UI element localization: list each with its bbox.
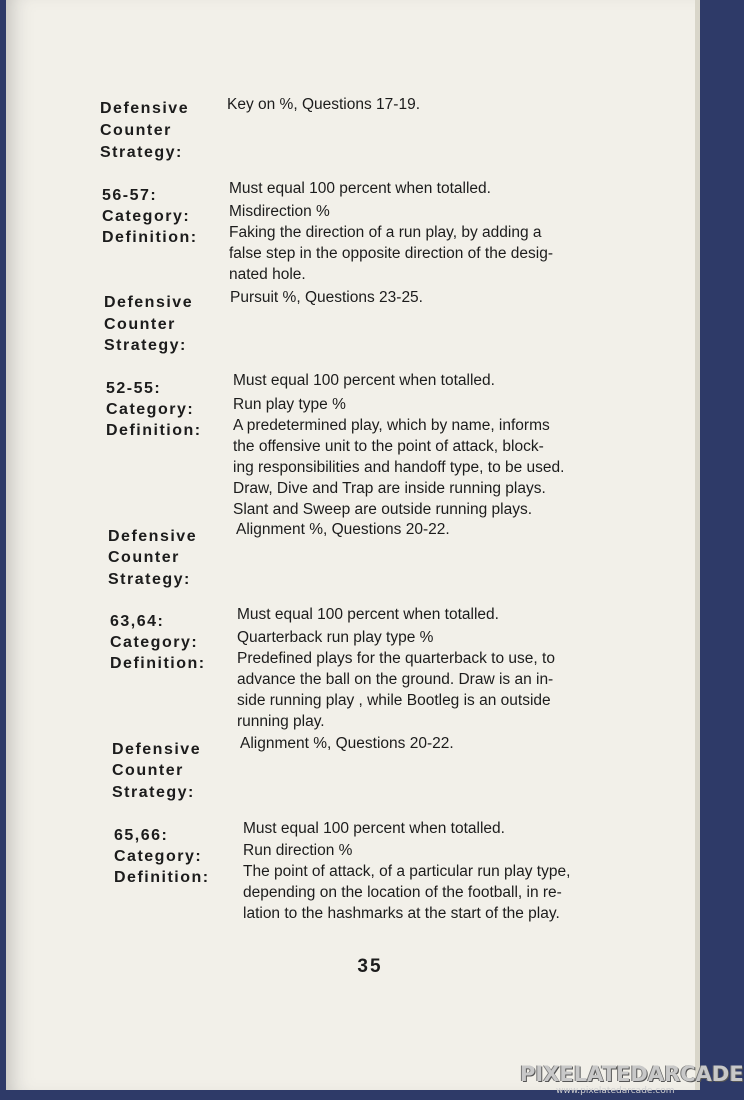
strategy-label: Strategy:: [100, 144, 183, 161]
defensive-counter-strategy-value: Key on %, Questions 17-19.: [227, 96, 421, 113]
definition-text: [229, 222, 553, 285]
definition-line: nated hole.: [229, 266, 306, 283]
defensive-counter-strategy-value: Pursuit %, Questions 23-25.: [230, 289, 423, 306]
question-code: 65,66:: [114, 827, 169, 844]
definition-label: Definition:: [110, 655, 206, 672]
total-note: Must equal 100 percent when totalled.: [237, 606, 499, 623]
category-label: Category:: [106, 401, 195, 418]
category-value: Misdirection %: [229, 203, 330, 220]
definition-line: Draw, Dive and Trap are inside running plays.: [233, 480, 546, 497]
definition-line: false step in the opposite direction of the desig-: [229, 245, 553, 262]
category-value: Run direction %: [243, 842, 353, 859]
counter-label: Counter: [108, 549, 180, 566]
category-value: Run play type %: [233, 396, 346, 413]
defensive-label: Defensive: [100, 100, 190, 117]
definition-line: The point of attack, of a particular run play type,: [243, 863, 571, 880]
defensive-label: Defensive: [104, 294, 194, 311]
definition-line: lation to the hashmarks at the start of the play.: [243, 905, 560, 922]
definition-line: Faking the direction of a run play, by adding a: [229, 224, 542, 241]
category-label: Category:: [110, 634, 199, 651]
category-label: Category:: [114, 848, 203, 865]
definition-line: A predetermined play, which by name, informs: [233, 417, 550, 434]
definition-line: advance the ball on the ground. Draw is an in-: [237, 671, 554, 688]
counter-label: Counter: [100, 122, 172, 139]
definition-line: running play.: [237, 713, 325, 730]
counter-label: Counter: [112, 762, 184, 779]
question-code: 52-55:: [106, 380, 162, 397]
definition-line: Predefined plays for the quarterback to use, to: [237, 650, 555, 667]
strategy-label: Strategy:: [108, 571, 191, 588]
strategy-label: Strategy:: [104, 337, 187, 354]
definition-label: Definition:: [114, 869, 210, 886]
definition-line: Slant and Sweep are outside running plays.: [233, 501, 533, 518]
watermark-logo: PIXELATEDARCADE: [520, 1062, 744, 1086]
total-note: Must equal 100 percent when totalled.: [233, 372, 495, 389]
question-code: 56-57:: [102, 187, 158, 204]
defensive-counter-strategy-value: Alignment %, Questions 20-22.: [240, 735, 454, 752]
total-note: Must equal 100 percent when totalled.: [243, 820, 505, 837]
watermark-url: www.pixelatedarcade.com: [556, 1086, 675, 1096]
total-note: Must equal 100 percent when totalled.: [229, 180, 491, 197]
defensive-counter-strategy-value: Alignment %, Questions 20-22.: [236, 521, 450, 538]
definition-line: depending on the location of the football, in re-: [243, 884, 562, 901]
category-label: Category:: [102, 208, 191, 225]
question-code: 63,64:: [110, 613, 165, 630]
category-value: Quarterback run play type %: [237, 629, 434, 646]
definition-text: [243, 861, 570, 924]
defensive-label: Defensive: [112, 741, 202, 758]
definition-line: the offensive unit to the point of attack, block-: [233, 438, 544, 455]
definition-label: Definition:: [106, 422, 202, 439]
definition-label: Definition:: [102, 229, 198, 246]
paper-edge: [695, 0, 700, 1090]
counter-label: Counter: [104, 316, 176, 333]
definition-text: [233, 415, 564, 520]
strategy-label: Strategy:: [112, 784, 195, 801]
page-number: 35: [357, 956, 383, 977]
definition-line: ing responsibilities and handoff type, to be used.: [233, 459, 565, 476]
defensive-label: Defensive: [108, 528, 198, 545]
definition-text: [237, 648, 555, 732]
definition-line: side running play , while Bootleg is an outside: [237, 692, 551, 709]
